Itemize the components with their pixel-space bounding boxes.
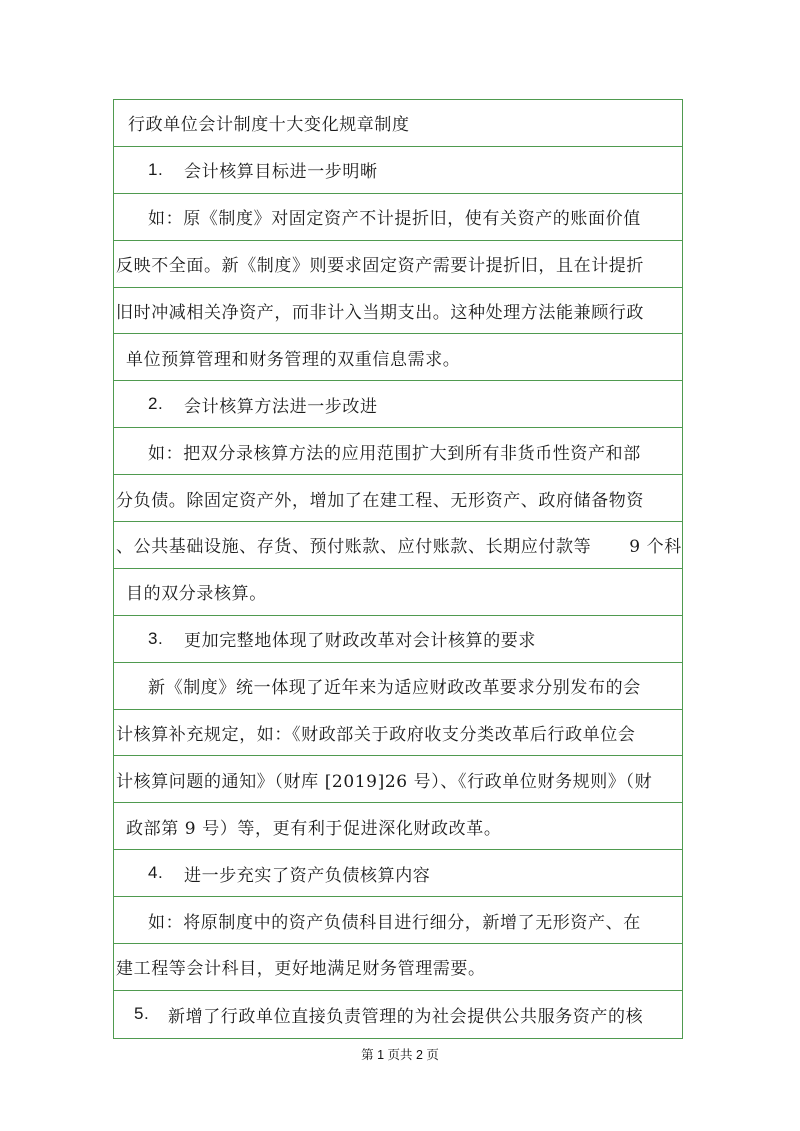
paragraph-line: 计核算问题的通知》（财库 [2019]26 号）、《行政单位财务规则》（财 [114,756,682,803]
section-title: 新增了行政单位直接负责管理的为社会提供公共服务资产的核 [168,1006,644,1027]
document-title: 行政单位会计制度十大变化规章制度 [114,100,682,147]
section-title: 进一步充实了资产负债核算内容 [184,865,431,886]
paragraph-line: 单位预算管理和财务管理的双重信息需求。 [114,334,682,381]
section-number: 4. [148,863,164,883]
paragraph-line: 旧时冲减相关净资产，而非计入当期支出。这种处理方法能兼顾行政 [114,288,682,335]
paragraph-line: 目的双分录核算。 [114,569,682,616]
section-heading-1 [114,147,682,194]
section-number: 1. [148,159,164,179]
paragraph-line: 反映不全面。新《制度》则要求固定资产需要计提折旧，且在计提折 [114,241,682,288]
paragraph-line: 、公共基础设施、存货、预付账款、应付账款、长期应付款等 9 个科 [114,522,682,569]
document-table [113,99,683,1039]
paragraph-line: 新《制度》统一体现了近年来为适应财政改革要求分别发布的会 [114,663,682,710]
paragraph-line: 政部第 9 号）等，更有利于促进深化财政改革。 [114,803,682,850]
paragraph-line: 如：将原制度中的资产负债科目进行细分，新增了无形资产、在 [114,897,682,944]
page-number: 第 1 页共 2 页 [361,1048,439,1062]
paragraph-line: 计核算补充规定，如：《财政部关于政府收支分类改革后行政单位会 [114,710,682,757]
section-title: 会计核算方法进一步改进 [184,396,378,417]
section-title: 会计核算目标进一步明晰 [184,162,378,183]
section-heading-2 [114,381,682,428]
paragraph-line: 分负债。除固定资产外，增加了在建工程、无形资产、政府储备物资 [114,475,682,522]
section-heading-3 [114,616,682,663]
paragraph-line: 如：原《制度》对固定资产不计提折旧，使有关资产的账面价值 [114,194,682,241]
paragraph-line: 如：把双分录核算方法的应用范围扩大到所有非货币性资产和部 [114,428,682,475]
section-number: 3. [148,628,164,648]
paragraph-line: 建工程等会计科目，更好地满足财务管理需要。 [114,944,682,991]
section-title: 更加完整地体现了财政改革对会计核算的要求 [184,631,536,652]
section-number: 2. [148,394,164,414]
section-heading-4 [114,850,682,897]
section-heading-5 [114,991,682,1038]
section-number: 5. [134,1004,150,1024]
